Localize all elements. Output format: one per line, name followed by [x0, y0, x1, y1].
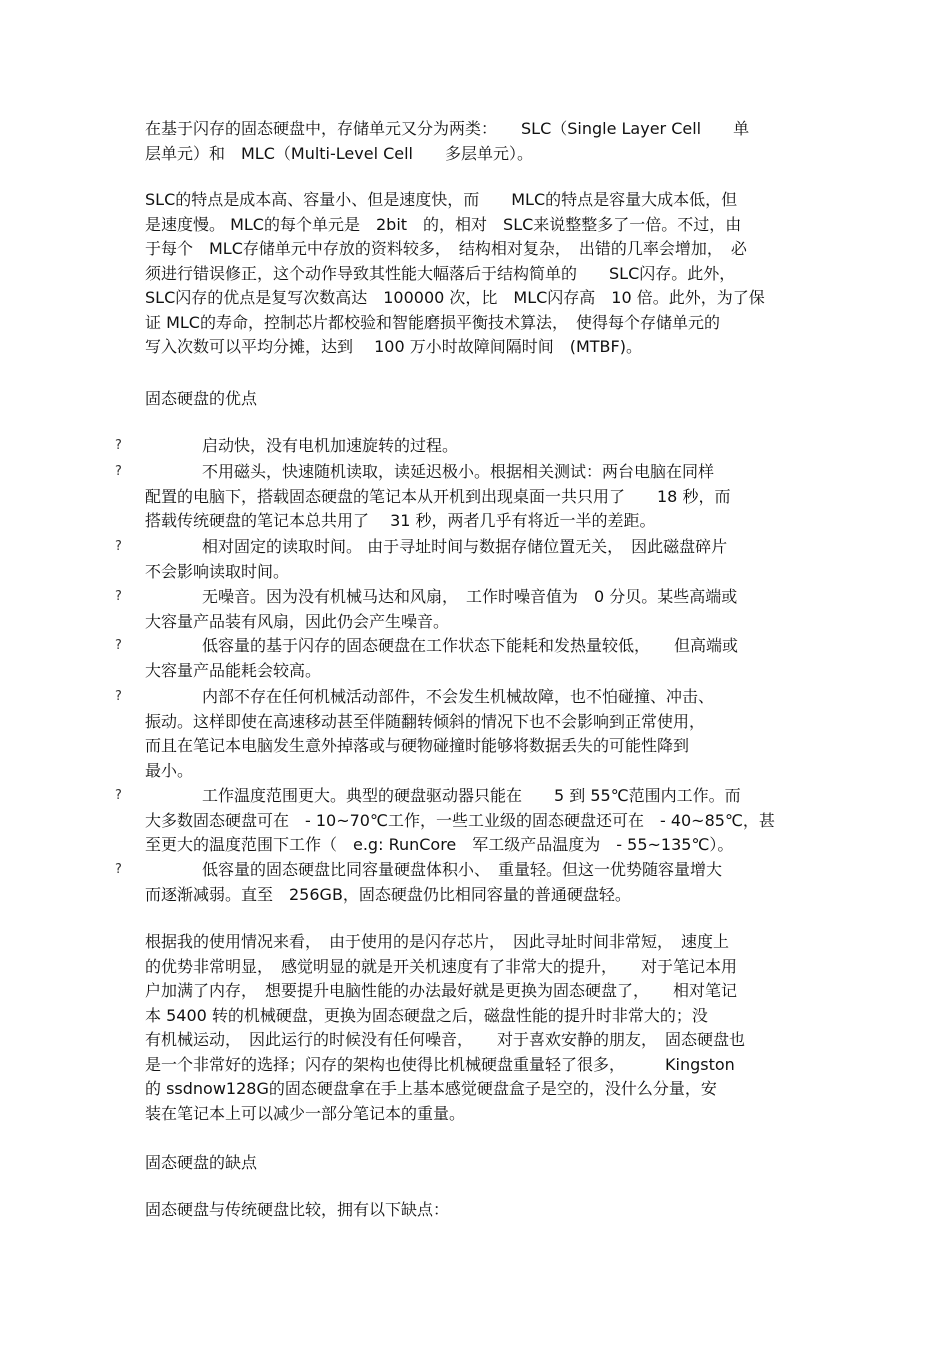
text-line: 有机械运动， 因此运行的时候没有任何噪音， 对于喜欢安静的朋友， 固态硬盘也: [145, 1030, 746, 1049]
advantage-item: [145, 585, 810, 634]
text-line: 本 5400 转的机械硬盘，更换为固态硬盘之后，磁盘性能的提升时非常大的；没: [145, 1005, 708, 1025]
text-line: 工作温度范围更大。典型的硬盘驱动器只能在 5 到 55℃范围内工作。而: [202, 786, 741, 805]
text-line: 配置的电脑下，搭载固态硬盘的笔记本从开机到出现桌面一共只用了 18 秒，而: [145, 486, 731, 506]
text-line: 户加满了内存， 想要提升电脑性能的办法最好就是更换为固态硬盘了， 相对笔记: [145, 981, 738, 1000]
text-line: 最小。: [145, 760, 194, 780]
slc-mlc-paragraph: [145, 188, 805, 360]
text-line: 在基于闪存的固态硬盘中，存储单元又分为两类： SLC（Single Layer Cell 单: [145, 119, 750, 138]
advantage-item: [145, 784, 810, 858]
text-line: 的优势非常明显， 感觉明显的就是开关机速度有了非常大的提升， 对于笔记本用: [145, 956, 738, 976]
bullet-marker: ?: [115, 464, 122, 479]
bullet-marker: ?: [115, 438, 122, 453]
advantage-item: [145, 858, 810, 907]
advantage-item: [145, 434, 810, 459]
text-line: 至更大的温度范围下工作（ e.g: RunCore 军工级产品温度为 - 55~135℃）。: [145, 835, 734, 854]
text-line: 而逐渐减弱。直至 256GB，固态硬盘仍比相同容量的普通硬盘轻。: [145, 884, 631, 904]
advantages-heading: 固态硬盘的优点: [145, 389, 258, 408]
text-line: 根据我的使用情况来看， 由于使用的是闪存芯片， 因此寻址时间非常短， 速度上: [145, 932, 730, 951]
text-line: 大多数固态硬盘可在 - 10~70℃工作，一些工业级的固态硬盘还可在 - 40~85℃，甚: [145, 810, 775, 830]
text-line: 层单元）和 MLC（Multi-Level Cell 多层单元）。: [145, 143, 534, 163]
bullet-marker: ?: [115, 638, 122, 653]
disadvantages-intro: 固态硬盘与传统硬盘比较，拥有以下缺点：: [145, 1200, 450, 1219]
text-line: 大容量产品装有风扇，因此仍会产生噪音。: [145, 611, 450, 631]
disadvantages-heading: 固态硬盘的缺点: [145, 1153, 258, 1172]
text-line: 搭载传统硬盘的笔记本总共用了 31 秒，两者几乎有将近一半的差距。: [145, 511, 656, 530]
advantage-item: [145, 634, 810, 683]
text-line: 而且在笔记本电脑发生意外掉落或与硬物碰撞时能够将数据丢失的可能性降到: [145, 736, 690, 755]
text-line: 振动。这样即使在高速移动甚至伴随翻转倾斜的情况下也不会影响到正常使用，: [145, 711, 706, 731]
advantage-item: [145, 535, 810, 584]
text-line: 相对固定的读取时间。 由于寻址时间与数据存储位置无关， 因此磁盘碎片: [202, 537, 728, 556]
advantage-item: [145, 460, 810, 534]
text-line: 内部不存在任何机械活动部件，不会发生机械故障，也不怕碰撞、冲击、: [202, 687, 715, 706]
text-line: 低容量的基于闪存的固态硬盘在工作状态下能耗和发热量较低， 但高端或: [202, 636, 739, 655]
bullet-marker: ?: [115, 862, 122, 877]
text-line: 大容量产品能耗会较高。: [145, 660, 322, 680]
text-line: 低容量的固态硬盘比同容量硬盘体积小、 重量轻。但这一优势随容量增大: [202, 860, 723, 879]
text-line: 是速度慢。 MLC的每个单元是 2bit 的，相对 SLC来说整整多了一倍。不过，由: [145, 214, 742, 234]
advantage-item: [145, 685, 810, 783]
text-line: SLC闪存的优点是复写次数高达 100000 次，比 MLC闪存高 10 倍。此外，为了保: [145, 288, 765, 307]
bullet-marker: ?: [115, 689, 122, 704]
text-line: 启动快，没有电机加速旋转的过程。: [202, 436, 459, 455]
text-line: 装在笔记本上可以减少一部分笔记本的重量。: [145, 1103, 466, 1123]
text-line: SLC的特点是成本高、容量小、但是速度快，而 MLC的特点是容量大成本低，但: [145, 190, 738, 209]
bullet-marker: ?: [115, 589, 122, 604]
text-line: 证 MLC的寿命，控制芯片都校验和智能磨损平衡技术算法， 使得每个存储单元的: [145, 312, 720, 332]
text-line: 不用磁头，快速随机读取，读延迟极小。根据相关测试：两台电脑在同样: [202, 462, 715, 481]
text-line: 须进行错误修正，这个动作导致其性能大幅落后于结构简单的 SLC闪存。此外，: [145, 263, 736, 283]
text-line: 无噪音。因为没有机械马达和风扇， 工作时噪音值为 0 分贝。某些高端或: [202, 587, 738, 606]
text-line: 于每个 MLC存储单元中存放的资料较多， 结构相对复杂， 出错的几率会增加， 必: [145, 239, 747, 258]
bullet-marker: ?: [115, 539, 122, 554]
bullet-marker: ?: [115, 788, 122, 803]
text-line: 是一个非常好的选择；闪存的架构也使得比机械硬盘重量轻了很多， Kingston: [145, 1054, 735, 1074]
text-line: 不会影响读取时间。: [145, 561, 290, 581]
experience-paragraph: [145, 930, 805, 1126]
text-line: 写入次数可以平均分摊，达到 100 万小时故障间隔时间 (MTBF)。: [145, 337, 642, 356]
text-line: 的 ssdnow128G的固态硬盘拿在手上基本感觉硬盘盒子是空的，没什么分量，安: [145, 1079, 717, 1098]
intro-paragraph: [145, 117, 805, 166]
